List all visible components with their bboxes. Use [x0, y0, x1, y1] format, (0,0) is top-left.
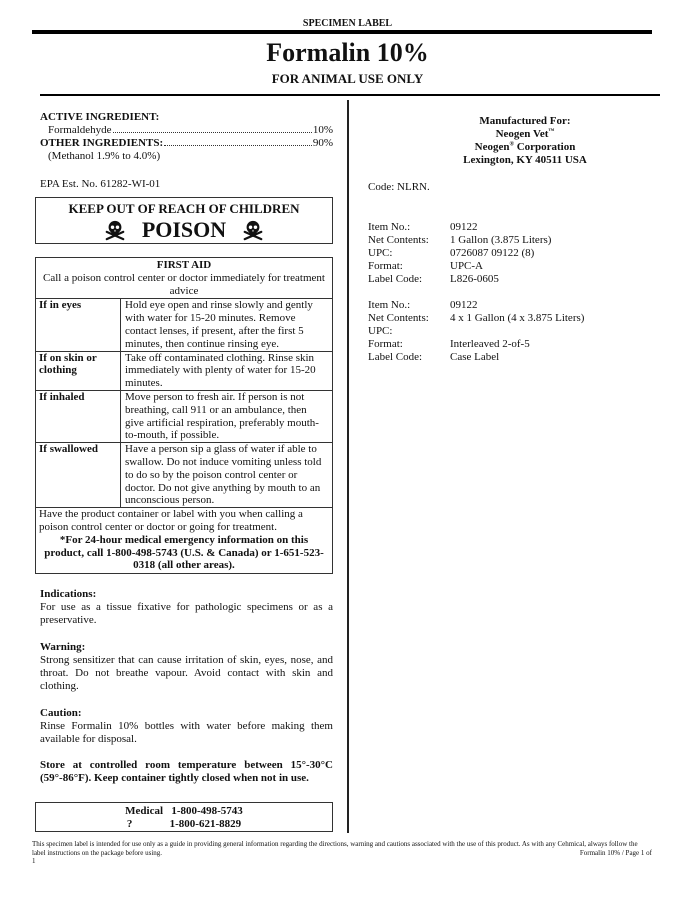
first-aid-situation: If on skin or clothing: [36, 352, 121, 390]
spec-label: Net Contents:: [368, 312, 429, 324]
caution-heading: Caution:: [40, 707, 82, 719]
spec-value: Interleaved 2-of-5: [450, 338, 530, 350]
company-name: Neogen: [474, 141, 510, 153]
spec-label: UPC:: [368, 247, 393, 259]
other-ingredients-row: [40, 137, 333, 150]
dot-leader: [113, 132, 312, 133]
active-ingredient-name: Formaldehyde: [48, 124, 112, 136]
header-rule: [40, 94, 660, 96]
dot-leader: [164, 145, 312, 146]
first-aid-row: [36, 299, 332, 351]
top-rule: [32, 30, 652, 34]
other-ingredients-percent: 90%: [312, 137, 333, 149]
poison-line: [36, 218, 332, 242]
caution-text: Rinse Formalin 10% bottles with water before making them available for disposal.: [40, 720, 333, 745]
column-divider: [347, 100, 349, 833]
spec-value: 09122: [450, 299, 478, 311]
manufacturer-heading: Manufactured For:: [479, 115, 571, 127]
first-aid-instruction: Have a person sip a glass of water if able to swallow. Do not induce vomiting unless told to do so by the poison control center or doctor. Do not give anything by mouth to an unconscious person.: [125, 443, 322, 507]
spec-label: UPC:: [368, 325, 393, 337]
other-contact-phone: 1-800-621-8829: [169, 818, 242, 830]
skull-crossbones-icon: [104, 219, 126, 241]
contact-box: [35, 802, 333, 832]
poison-warning-box: [35, 197, 333, 244]
medical-contact: [36, 805, 332, 818]
spec-block-unit: [368, 221, 668, 286]
first-aid-situation: If inhaled: [36, 391, 121, 442]
spec-value: [450, 325, 668, 338]
keep-out-of-reach: KEEP OUT OF REACH OF CHILDREN: [68, 201, 300, 216]
product-code: Code: NLRN.: [368, 181, 430, 193]
footer-disclaimer: This specimen label is intended for use only as a guide in providing general information regarding the directions, warning and cautions associated with the use of this product. As with any Cehmical, always follow the label instructions on the package before using.: [32, 840, 638, 857]
storage-instructions: Store at controlled room temperature between 15°-30°C (59°-86°F). Keep container tightly closed when not in use.: [40, 759, 333, 784]
spec-block-case: [368, 299, 668, 364]
first-aid-title: FIRST AID: [156, 259, 212, 271]
emergency-info: *For 24-hour medical emergency information on this product, call 1-800-498-5743 (U.S. & Canada) or 1-651-523-0318 (all other areas).: [44, 533, 324, 572]
other-ingredients-heading: OTHER INGREDIENTS:: [40, 137, 164, 149]
page-footer: [32, 840, 652, 866]
other-contact: [36, 818, 332, 831]
spec-value: UPC-A: [450, 260, 484, 272]
spec-label: Label Code:: [368, 351, 423, 363]
spec-value: L826-0605: [450, 273, 499, 285]
epa-number: EPA Est. No. 61282-WI-01: [40, 178, 161, 190]
spec-label: Item No.:: [368, 299, 411, 311]
manufacturer-brand: [370, 128, 680, 141]
medical-phone: 1-800-498-5743: [171, 805, 243, 817]
first-aid-row: [36, 443, 332, 508]
spec-value: 4 x 1 Gallon (4 x 3.875 Liters): [450, 312, 585, 324]
spec-label: Format:: [368, 338, 403, 350]
indications-section: [40, 588, 333, 627]
company-suffix: Corporation: [513, 141, 576, 153]
active-ingredient-heading: ACTIVE INGREDIENT:: [40, 111, 160, 123]
first-aid-situation: If swallowed: [36, 443, 121, 507]
caution-section: [40, 707, 333, 746]
registered-symbol: ®: [509, 141, 514, 148]
manufacturer-block: [370, 115, 680, 167]
manufacturer-address: Lexington, KY 40511 USA: [463, 154, 587, 166]
brand-name: Neogen Vet: [495, 128, 549, 140]
first-aid-row: [36, 391, 332, 443]
poison-text: POISON: [141, 217, 227, 242]
spec-value: 09122: [450, 221, 478, 233]
first-aid-instruction: Move person to fresh air. If person is not breathing, call 911 or an ambulance, then give artificial respiration, preferably mouth-to-mouth, if possible.: [125, 390, 319, 442]
other-contact-label: ?: [126, 818, 133, 830]
footer-page-label: Formalin 10% / Page 1 of: [579, 848, 652, 857]
spec-label: Net Contents:: [368, 234, 429, 246]
first-aid-instruction: Hold eye open and rinse slowly and gently with water for 15-20 minutes. Remove contact lenses, if present, after the first 5 minutes, then continue rinsing eye.: [125, 299, 313, 350]
other-ingredients-note: (Methanol 1.9% to 4.0%): [48, 150, 161, 162]
skull-crossbones-icon: [242, 219, 264, 241]
active-ingredient-percent: 10%: [312, 124, 333, 136]
ingredients-block: [40, 111, 333, 163]
product-title: Formalin 10%: [266, 38, 429, 67]
manufacturer-company: [370, 141, 680, 154]
product-subtitle: FOR ANIMAL USE ONLY: [271, 71, 424, 86]
spec-value: 0726087 09122 (8): [450, 247, 535, 259]
indications-text: For use as a tissue fixative for pathologic specimens or as a preservative.: [40, 601, 333, 626]
first-aid-table: [35, 257, 333, 574]
warning-section: [40, 641, 333, 693]
warning-text: Strong sensitizer that can cause irritation of skin, eyes, nose, and throat. Do not breathe vapour. Avoid contact with skin and clothing.: [40, 654, 333, 692]
footer-page-total: 1: [32, 857, 36, 865]
first-aid-intro: Call a poison control center or doctor immediately for treatment advice: [43, 271, 325, 297]
active-ingredient-row: [40, 124, 333, 137]
spec-label: Item No.:: [368, 221, 411, 233]
specimen-label-heading: SPECIMEN LABEL: [302, 18, 393, 29]
medical-label: Medical: [125, 805, 164, 817]
spec-value: 1 Gallon (3.875 Liters): [450, 234, 552, 246]
first-aid-instruction: Take off contaminated clothing. Rinse skin immediately with plenty of water for 15-20 minutes.: [125, 351, 316, 390]
first-aid-row: [36, 352, 332, 391]
warning-heading: Warning:: [40, 641, 86, 653]
trademark-symbol: ™: [548, 128, 555, 135]
first-aid-header: [36, 258, 332, 299]
first-aid-situation: If in eyes: [36, 299, 121, 350]
spec-value: Case Label: [450, 351, 500, 363]
first-aid-note: Have the product container or label with you when calling a poison control center or doctor or going for treatment.: [39, 508, 303, 533]
spec-label: Format:: [368, 260, 403, 272]
first-aid-footer: [36, 508, 332, 573]
spec-label: Label Code:: [368, 273, 423, 285]
indications-heading: Indications:: [40, 588, 97, 600]
